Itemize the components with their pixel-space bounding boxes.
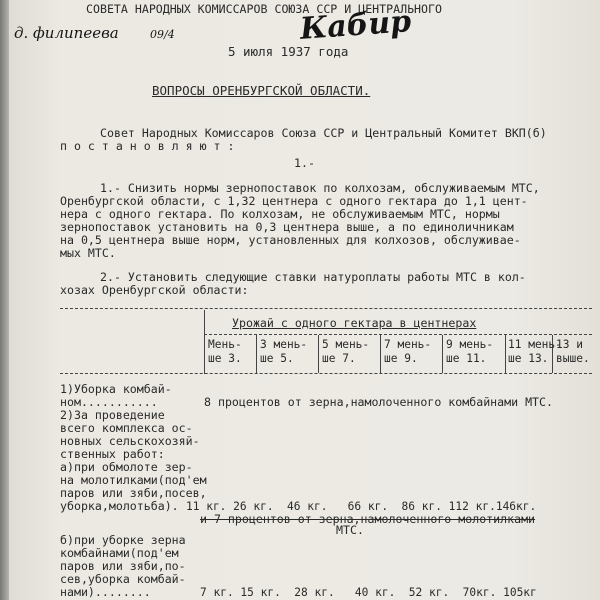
table-header: Урожай с одного гектара в центнерах bbox=[232, 316, 477, 330]
paragraph1-line: нера с одного гектара. По колхозам, не обслуживаемым МТС, нормы bbox=[60, 207, 500, 221]
table-divider bbox=[256, 335, 257, 373]
paragraph1-line: мых МТС. bbox=[60, 246, 116, 260]
table-header-rule bbox=[204, 334, 592, 335]
table-divider bbox=[380, 335, 381, 373]
column-header: 3 мень- ше 5. bbox=[260, 338, 308, 365]
row2b-label: комбайнами(под'ем bbox=[60, 546, 179, 560]
row1-label: ном........... bbox=[60, 395, 158, 409]
column-header: 13 и выше. bbox=[556, 338, 590, 365]
row2-intro: ственных работ: bbox=[60, 447, 165, 461]
row2a-label: паров или зяби,посев, bbox=[60, 486, 207, 500]
table-divider bbox=[318, 335, 319, 373]
row1-label: 1)Уборка комбай- bbox=[60, 382, 172, 396]
handwritten-mark: 09/4 bbox=[150, 28, 175, 41]
row2b-label: сев,уборка комбай- bbox=[60, 572, 186, 586]
document-title: ВОПРОСЫ ОРЕНБУРГСКОЙ ОБЛАСТИ. bbox=[152, 83, 371, 98]
column-header: 9 мень- ше 11. bbox=[446, 338, 494, 365]
row2b-label: б)при уборке зерна bbox=[60, 533, 186, 547]
page-edge-shadow bbox=[0, 0, 9, 600]
header-top-line: СОВЕТА НАРОДНЫХ КОМИССАРОВ СОЮЗА ССР И ЦЕНТРАЛЬНОГО bbox=[86, 2, 442, 16]
row2-intro: всего комплекса ос- bbox=[60, 421, 193, 435]
row1-value: 8 процентов от зерна,намолоченного комбайнами МТС. bbox=[204, 395, 554, 409]
handwritten-scrawl: Кабир bbox=[298, 4, 413, 47]
paragraph1-line: 1.- Снизить нормы зернопоставок по колхозам, обслуживаемым МТС, bbox=[100, 181, 540, 195]
column-header: 11 мень- ше 13. bbox=[508, 338, 562, 365]
section-number: 1.- bbox=[294, 156, 315, 170]
table-divider bbox=[442, 335, 443, 373]
paragraph2-line: хозах Оренбургской области: bbox=[60, 283, 249, 297]
row2b-values: 7 кг. 15 кг. 28 кг. 40 кг. 52 кг. 70кг. 105кг bbox=[200, 586, 537, 599]
row2b-label: паров или зяби,по- bbox=[60, 559, 186, 573]
column-header: 5 мень- ше 7. bbox=[322, 338, 370, 365]
table-divider bbox=[505, 335, 506, 373]
table-divider bbox=[204, 310, 205, 374]
row2a-label: уборка,молотьба). bbox=[60, 499, 179, 513]
row2-intro: 2)За проведение bbox=[60, 408, 165, 422]
row2-intro: новных сельскохозяй- bbox=[60, 434, 200, 448]
document-date: 5 июля 1937 года bbox=[228, 44, 349, 59]
row2a-label: а)при обмолоте зер- bbox=[60, 460, 193, 474]
row2a-label: на молотилками(под'ем bbox=[60, 473, 207, 487]
row2b-label: нами)........ bbox=[60, 585, 151, 599]
column-header: Мень- ше 3. bbox=[208, 338, 242, 365]
paragraph1-line: зернопоставок установить на 0,3 центнера выше, а по единоличникам bbox=[60, 220, 514, 234]
preamble-line: п о с т а н о в л я ю т : bbox=[60, 139, 235, 153]
handwritten-name: д. филипеева bbox=[14, 24, 119, 42]
row2a-note: МТС. bbox=[336, 523, 364, 537]
table-top-rule bbox=[60, 308, 592, 309]
row2a-values: 11 кг. 26 кг. 46 кг. 66 кг. 86 кг. 112 кг.146кг. bbox=[186, 500, 537, 513]
paragraph1-line: Оренбургской области, с 1,32 центнера с одного гектара до 1,1 цент- bbox=[60, 194, 528, 208]
preamble-line: Совет Народных Комиссаров Союза ССР и Центральный Комитет ВКП(б) bbox=[100, 126, 547, 140]
row2a-note: и 7 процентов от зерна,намолоченного молотилками bbox=[200, 512, 536, 526]
table-body-rule bbox=[60, 373, 592, 374]
paragraph2-line: 2.- Установить следующие ставки натуроплаты работы МТС в кол- bbox=[100, 270, 526, 284]
paragraph1-line: на 0,5 центнера выше норм, установленных для колхозов, обслуживае- bbox=[60, 233, 521, 247]
column-header: 7 мень- ше 9. bbox=[384, 338, 432, 365]
